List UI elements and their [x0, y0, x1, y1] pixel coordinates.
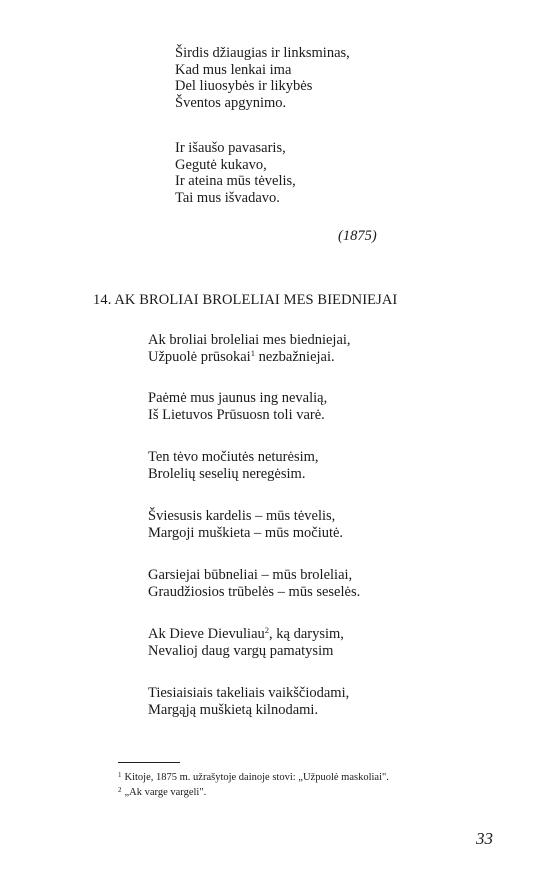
verse-line: Kad mus lenkai ima [175, 61, 292, 78]
footnote-divider [118, 762, 180, 763]
verse-line: Nevalioj daug vargų pamatysim [148, 642, 334, 659]
verse-line: Širdis džiaugias ir linksminas, [175, 45, 350, 61]
verse-line: Ak broliai broleliai mes biedniejai, [148, 332, 351, 348]
verse-line: Brolelių seselių neregėsim. [148, 465, 306, 482]
verse-line: Tai mus išvadavo. [175, 189, 280, 206]
stanza-1 [175, 45, 350, 111]
song-stanza-2 [148, 390, 327, 423]
song-stanza-7 [148, 685, 349, 718]
song-stanza-4 [148, 508, 343, 541]
stanza-2 [175, 140, 296, 206]
song-stanza-3 [148, 449, 319, 482]
song-stanza-5 [148, 567, 360, 600]
footnote-mark: 2 [118, 786, 122, 794]
verse-line: Margoji muškieta – mūs močiutė. [148, 524, 344, 541]
song-heading: 14. AK BROLIAI BROLELIAI MES BIEDNIEJAI [93, 292, 398, 308]
footnote-mark: 1 [118, 771, 122, 779]
verse-line: Ir išaušo pavasaris, [175, 140, 286, 156]
footnote-text: Kitoje, 1875 m. užrašytoje dainoje stovi: „Užpuolė maskoliai". [124, 772, 389, 783]
song-stanza-1 [148, 332, 351, 365]
footnote-1 [118, 771, 389, 783]
song-stanza-6 [148, 626, 344, 659]
verse-line: Tiesiaisiais takeliais vaikščiodami, [148, 685, 350, 701]
footnote-2 [118, 786, 206, 798]
verse-line: Šventos apgynimo. [175, 94, 287, 111]
footnote-ref: 1 [250, 347, 255, 358]
verse-line: Del liuosybės ir likybės [175, 78, 313, 94]
verse-line: Šviesusis kardelis – mūs tėvelis, [148, 508, 336, 524]
verse-line: Ir ateina mūs tėvelis, [175, 173, 296, 189]
verse-line: Iš Lietuvos Prūsuosn toli varė. [148, 406, 325, 423]
verse-line: Paėmė mus jaunus ing nevalią, [148, 390, 328, 406]
song-date: (1875) [338, 228, 377, 244]
page-number: 33 [476, 829, 493, 848]
verse-line: Graudžiosios trūbelės – mūs seselės. [148, 583, 361, 600]
footnote-ref: 2 [264, 625, 270, 635]
verse-line: Ak Dieve Dievuliau$^2$, ką darysim, [148, 625, 344, 642]
verse-line: Margąją muškietą kilnodami. [148, 701, 319, 718]
verse-line: Gegutė kukavo, [175, 156, 267, 173]
footnote-text: „Ak varge vargeli". [124, 787, 207, 798]
verse-line: Ten tėvo močiutės neturėsim, [148, 449, 319, 465]
verse-line: Užpuolė prūsokai$^1$ nezbažniejai. [148, 347, 335, 365]
verse-line: Garsiejai būbneliai – mūs broleliai, [148, 567, 353, 583]
